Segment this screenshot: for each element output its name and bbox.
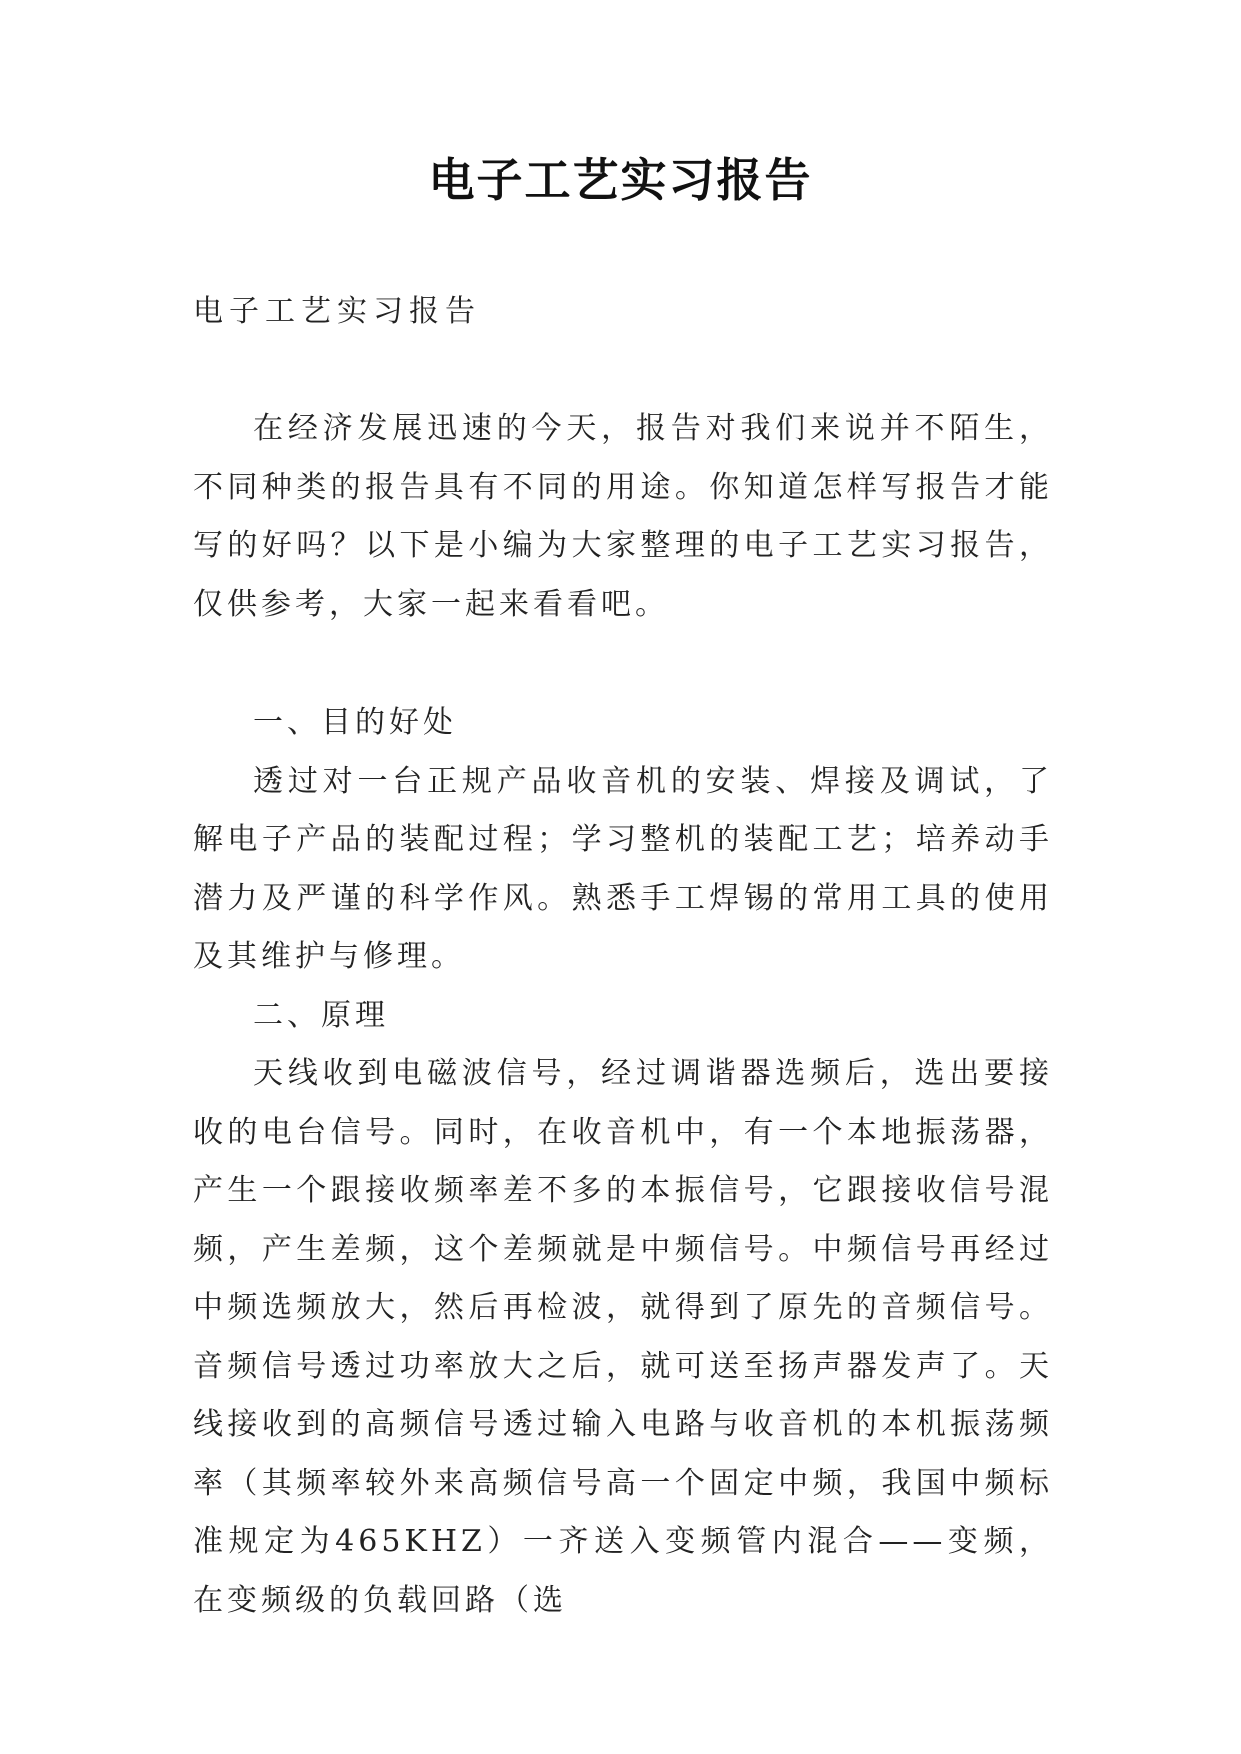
section-heading-principle: 二、原理 [253,997,389,1033]
section-paragraph-principle: 天线收到电磁波信号，经过调谐器选频后，选出要接收的电台信号。同时，在收音机中，有一个本地振荡器，产生一个跟接收频率差不多的本振信号，它跟接收信号混频，产生差频，这个差频就是中频信号。中频信号再经过中频选频放大，然后再检波，就得到了原先的音频信号。音频信号透过功率放大之后，就可送至扬声器发声了。天线接收到的高频信号透过输入电路与收音机的本机振荡频率（其频率较外来高频信号高一个固定中频，我国中频标准规定为465KHZ）一齐送入变频管内混合——变频，在变频级的负载回路（选 [193,1056,1053,1618]
intro-paragraph-block [193,400,1053,634]
document-subtitle: 电子工艺实习报告 [193,294,481,329]
document-title: 电子工艺实习报告 [428,153,813,207]
section-heading-purpose: 一、目的好处 [253,705,457,740]
section-paragraph-purpose: 透过对一台正规产品收音机的安装、焊接及调试，了解电子产品的装配过程；学习整机的装配工艺；培养动手潜力及严谨的科学作风。熟悉手工焊锡的常用工具的使用及其维护与修理。 [193,763,1053,974]
intro-paragraph: 在经济发展迅速的今天，报告对我们来说并不陌生，不同种类的报告具有不同的用途。你知道怎样写报告才能写的好吗？以下是小编为大家整理的电子工艺实习报告，仅供参考，大家一起来看看吧。 [193,411,1053,622]
sections-block [193,694,1053,1630]
